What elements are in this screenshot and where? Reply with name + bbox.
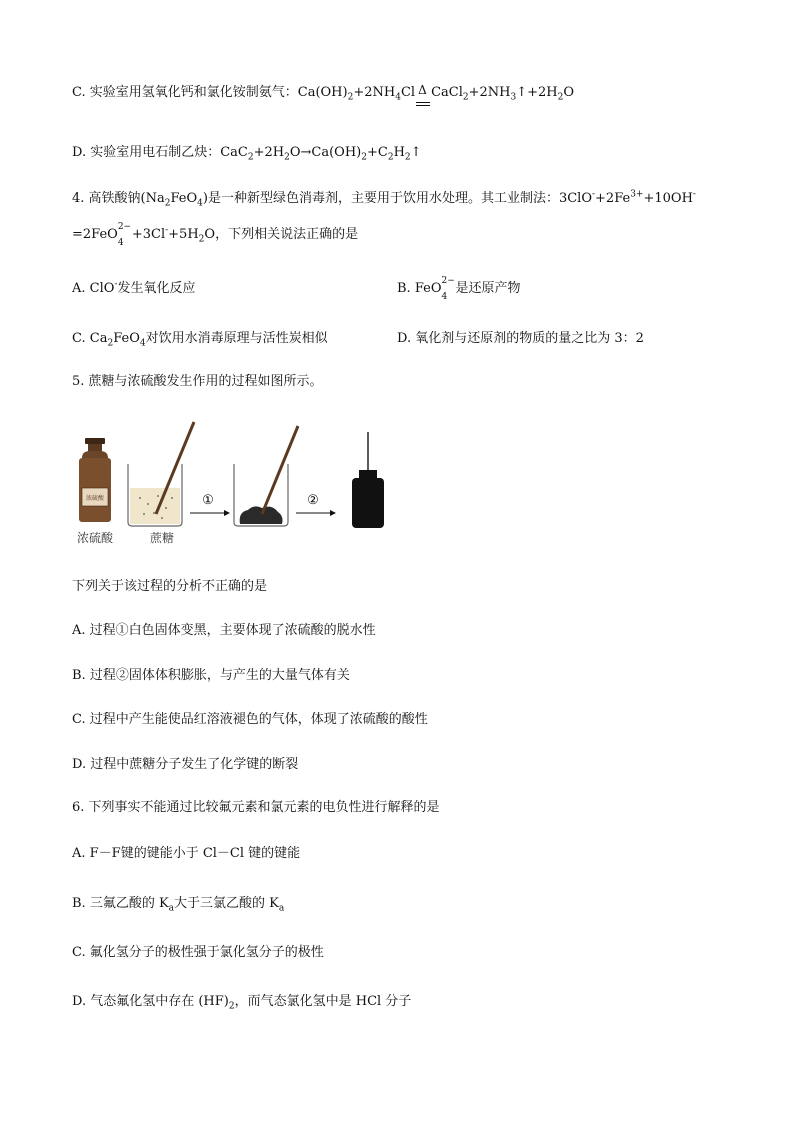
arrow-step-1 <box>190 493 230 516</box>
q6-stem: 6. 下列事实不能通过比较氟元素和氯元素的电负性进行解释的是 <box>72 800 440 815</box>
q5-stem: 5. 蔗糖与浓硫酸发生作用的过程如图所示。 <box>72 374 323 389</box>
text: +10OH <box>643 191 693 206</box>
q4-option-b <box>397 276 521 302</box>
text: C. Ca <box>72 331 108 346</box>
text: ，而气态氯化氢中是 HCl 分子 <box>234 994 412 1009</box>
sup: 3+ <box>630 189 644 200</box>
text: )是一种新型绿色消毒剂，主要用于饮用水处理。其工业制法：3ClO <box>202 191 592 206</box>
text: O→Ca(OH) <box>289 145 362 160</box>
sub: 2 <box>164 198 171 209</box>
text: 4. 高铁酸钠(Na <box>72 191 165 206</box>
sub: a <box>168 903 175 914</box>
q5-option-c: C. 过程中产生能使品红溶液褪色的气体，体现了浓硫酸的酸性 <box>72 712 428 727</box>
text: =2FeO <box>72 227 118 242</box>
sub: 2 <box>557 92 564 103</box>
text: CaCl <box>431 85 463 100</box>
text: +2NH <box>468 85 511 100</box>
step-1-label: ① <box>202 493 214 508</box>
sub: 2 <box>107 338 114 349</box>
step-2-label: ② <box>307 493 319 508</box>
q4-option-d: D. 氧化剂与还原剂的物质的量之比为 3：2 <box>397 331 644 346</box>
text: H <box>393 145 405 160</box>
eq-line <box>416 105 430 106</box>
text: FeO <box>170 191 198 206</box>
heat-symbol: Δ <box>418 83 427 97</box>
q4-stem-line2 <box>72 222 359 248</box>
text: 大于三氯乙酸的 K <box>174 896 279 911</box>
text: Cl <box>400 85 416 100</box>
q4-option-c <box>72 330 328 348</box>
sub: 2 <box>284 152 290 163</box>
eq-line <box>416 102 430 103</box>
text: 发生氧化反应 <box>117 281 196 296</box>
q3-option-c <box>72 84 574 102</box>
sup: - <box>114 279 118 290</box>
q5-option-a: A. 过程①白色固体变黑，主要体现了浓硫酸的脱水性 <box>72 623 376 638</box>
sub: 2 <box>228 1001 235 1012</box>
text: +3Cl <box>131 227 166 242</box>
q5-option-d: D. 过程中蔗糖分子发生了化学键的断裂 <box>72 757 299 772</box>
text: +2H <box>253 145 285 160</box>
text: C. 实验室用氢氧化钙和氯化铵制氨气：Ca(OH) <box>72 85 348 100</box>
charge <box>117 222 132 248</box>
text: 是还原产物 <box>455 281 521 296</box>
q4-stem-line1 <box>72 190 696 208</box>
sub: 2 <box>247 152 254 163</box>
beaker-sugar <box>128 422 194 526</box>
text: D. 气态氟化氢中存在 (HF) <box>72 994 229 1009</box>
text: +C <box>366 145 388 160</box>
arrow-step-2 <box>296 493 336 516</box>
sup: - <box>591 189 596 200</box>
q5-option-b: B. 过程②固体体积膨胀，与产生的大量气体有关 <box>72 668 350 683</box>
text: O <box>563 85 575 100</box>
sub: 4 <box>197 198 203 209</box>
sup: - <box>165 225 169 236</box>
text: +2NH <box>353 85 396 100</box>
text: O，下列相关说法正确的是 <box>204 227 359 242</box>
text: +2Fe <box>595 191 631 206</box>
text: FeO <box>113 331 140 346</box>
text: A. ClO <box>72 281 115 296</box>
sub: 2 <box>404 152 411 163</box>
sub: 4 <box>441 292 448 302</box>
text: ↑ <box>410 145 422 160</box>
experiment-illustration <box>68 418 398 548</box>
text: D. 实验室用电石制乙炔：CaC <box>72 145 248 160</box>
sup: 2− <box>441 276 455 286</box>
sub: 2 <box>347 92 354 103</box>
sub: 3 <box>510 92 517 103</box>
sub: a <box>278 903 285 914</box>
sub: 2 <box>387 152 394 163</box>
acid-bottle <box>79 438 111 522</box>
q6-option-a: A. F－F键的键能小于 Cl－Cl 键的键能 <box>72 846 301 861</box>
text: 对饮用水消毒原理与活性炭相似 <box>145 331 328 346</box>
sugar-acid-figure <box>68 418 398 548</box>
text: ↑+2H <box>516 85 558 100</box>
text: +5H <box>168 227 199 242</box>
sub: 4 <box>139 338 146 349</box>
sub: 2 <box>462 92 469 103</box>
sub: 2 <box>361 152 367 163</box>
caption-acid: 浓硫酸 <box>76 531 114 545</box>
sup: 2− <box>117 222 132 232</box>
q6-option-d <box>72 993 411 1011</box>
q5-question: 下列关于该过程的分析不正确的是 <box>72 579 268 594</box>
caption-sugar: 蔗糖 <box>149 531 175 545</box>
sub: 2 <box>198 234 205 245</box>
sub: 4 <box>395 92 401 103</box>
sup: - <box>692 189 696 200</box>
carbon-column <box>352 432 384 528</box>
text: B. 三氟乙酸的 K <box>72 896 169 911</box>
q4-option-a <box>72 280 195 298</box>
sub: 4 <box>117 238 124 248</box>
q3-option-d <box>72 144 422 162</box>
text: B. FeO <box>397 281 442 296</box>
beaker-carbon <box>234 426 298 526</box>
q6-option-c: C. 氟化氢分子的极性强于氯化氢分子的极性 <box>72 945 324 960</box>
bottle-label: 浓硫酸 <box>85 495 105 502</box>
q6-option-b <box>72 895 284 913</box>
charge <box>441 276 455 302</box>
